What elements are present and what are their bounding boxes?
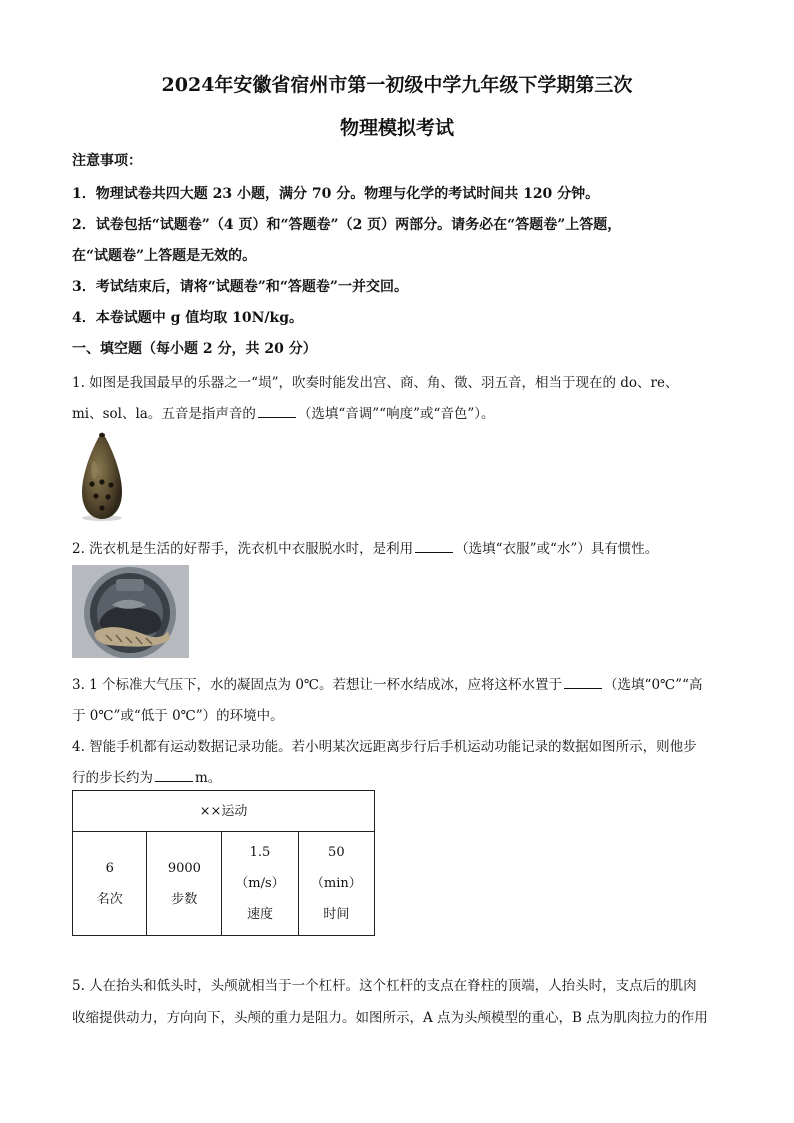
- section-heading: 一、填空题（每小题 2 分，共 20 分）: [72, 341, 317, 357]
- cell-value: 9000: [167, 860, 201, 876]
- question-3-text-a: 3. 1 个标准大气压下，水的凝固点为 0℃。若想让一杯水结成冰，应将这杯水置于: [72, 677, 563, 693]
- notice-item-1: 1．物理试卷共四大题 23 小题，满分 70 分。物理与化学的考试时间共 120 分钟。: [72, 186, 600, 202]
- notice-item-2: 2．试卷包括“试题卷”（4 页）和“答题卷”（2 页）两部分。请务必在“答题卷”上答题，: [72, 217, 622, 233]
- answer-blank: [564, 687, 602, 689]
- question-2-text-a: 2. 洗衣机是生活的好帮手，洗衣机中衣服脱水时，是利用: [72, 541, 414, 557]
- exam-title-line1: 2024年安徽省宿州市第一初级中学九年级下学期第三次: [161, 74, 633, 96]
- question-1-line1: 1. 如图是我国最早的乐器之一“埙”，吹奏时能发出宫、商、角、徵、羽五音，相当于现在的 do、re、: [72, 375, 679, 391]
- notice-item-2-cont: 在“试题卷”上答题是无效的。: [72, 248, 257, 264]
- exam-title-line2: 物理模拟考试: [339, 117, 454, 139]
- cell-label: 名次: [96, 891, 123, 907]
- notice-heading: 注意事项：: [72, 153, 142, 169]
- question-1-text-b: （选填“音调”“响度”或“音色”）。: [297, 406, 495, 422]
- question-4-text-a: 行的步长约为: [72, 770, 153, 786]
- question-3-line1: [72, 673, 732, 693]
- question-3-text-b: （选填“0℃”“高: [604, 677, 703, 693]
- question-5-line2: 收缩提供动力，方向向下，头颅的重力是阻力。如图所示，A 点为头颅模型的重心，B 点为肌肉拉力的作用: [72, 1010, 708, 1026]
- cell-value: 1.5: [249, 845, 271, 860]
- answer-blank: [155, 780, 193, 782]
- cell-label: 时间: [323, 907, 350, 922]
- question-2: [72, 537, 732, 557]
- xun-instrument-image: [78, 430, 126, 522]
- cell-unit: （min）: [310, 876, 362, 891]
- question-3-line2: 于 0℃”或“低于 0℃”）的环境中。: [72, 708, 284, 724]
- cell-value: 50: [328, 845, 345, 860]
- sports-data-table: [72, 790, 375, 936]
- notice-item-3: 3．考试结束后，请将“试题卷”和“答题卷”一并交回。: [72, 279, 408, 295]
- cell-unit: （m/s）: [235, 876, 285, 891]
- question-1-text-a: mi、sol、la。五音是指声音的: [72, 406, 256, 422]
- cell-label: 速度: [246, 907, 273, 922]
- cell-value: 6: [105, 860, 114, 876]
- answer-blank: [258, 416, 296, 418]
- notice-item-4: 4．本卷试题中 g 值均取 10N/kg。: [72, 310, 304, 326]
- question-4-line1: 4. 智能手机都有运动数据记录功能。若小明某次远距离步行后手机运动功能记录的数据如图所示，则他步: [72, 739, 697, 755]
- table-cell-time: [298, 832, 374, 936]
- washing-machine-image: [72, 565, 189, 658]
- question-1-line2: [72, 402, 732, 422]
- question-4-text-b: m。: [195, 770, 222, 786]
- question-4-line2: [72, 766, 732, 786]
- question-5-line1: 5. 人在抬头和低头时，头颅就相当于一个杠杆。这个杠杆的支点在脊柱的顶端，人抬头时，支点后的肌肉: [72, 978, 697, 994]
- table-cell-rank: [73, 832, 147, 936]
- question-2-text-b: （选填“衣服”或“水”）具有惯性。: [455, 541, 659, 557]
- cell-label: 步数: [171, 891, 198, 907]
- table-cell-steps: [147, 832, 222, 936]
- table-header: ××运动: [73, 791, 375, 832]
- answer-blank: [415, 551, 453, 553]
- table-cell-speed: [222, 832, 298, 936]
